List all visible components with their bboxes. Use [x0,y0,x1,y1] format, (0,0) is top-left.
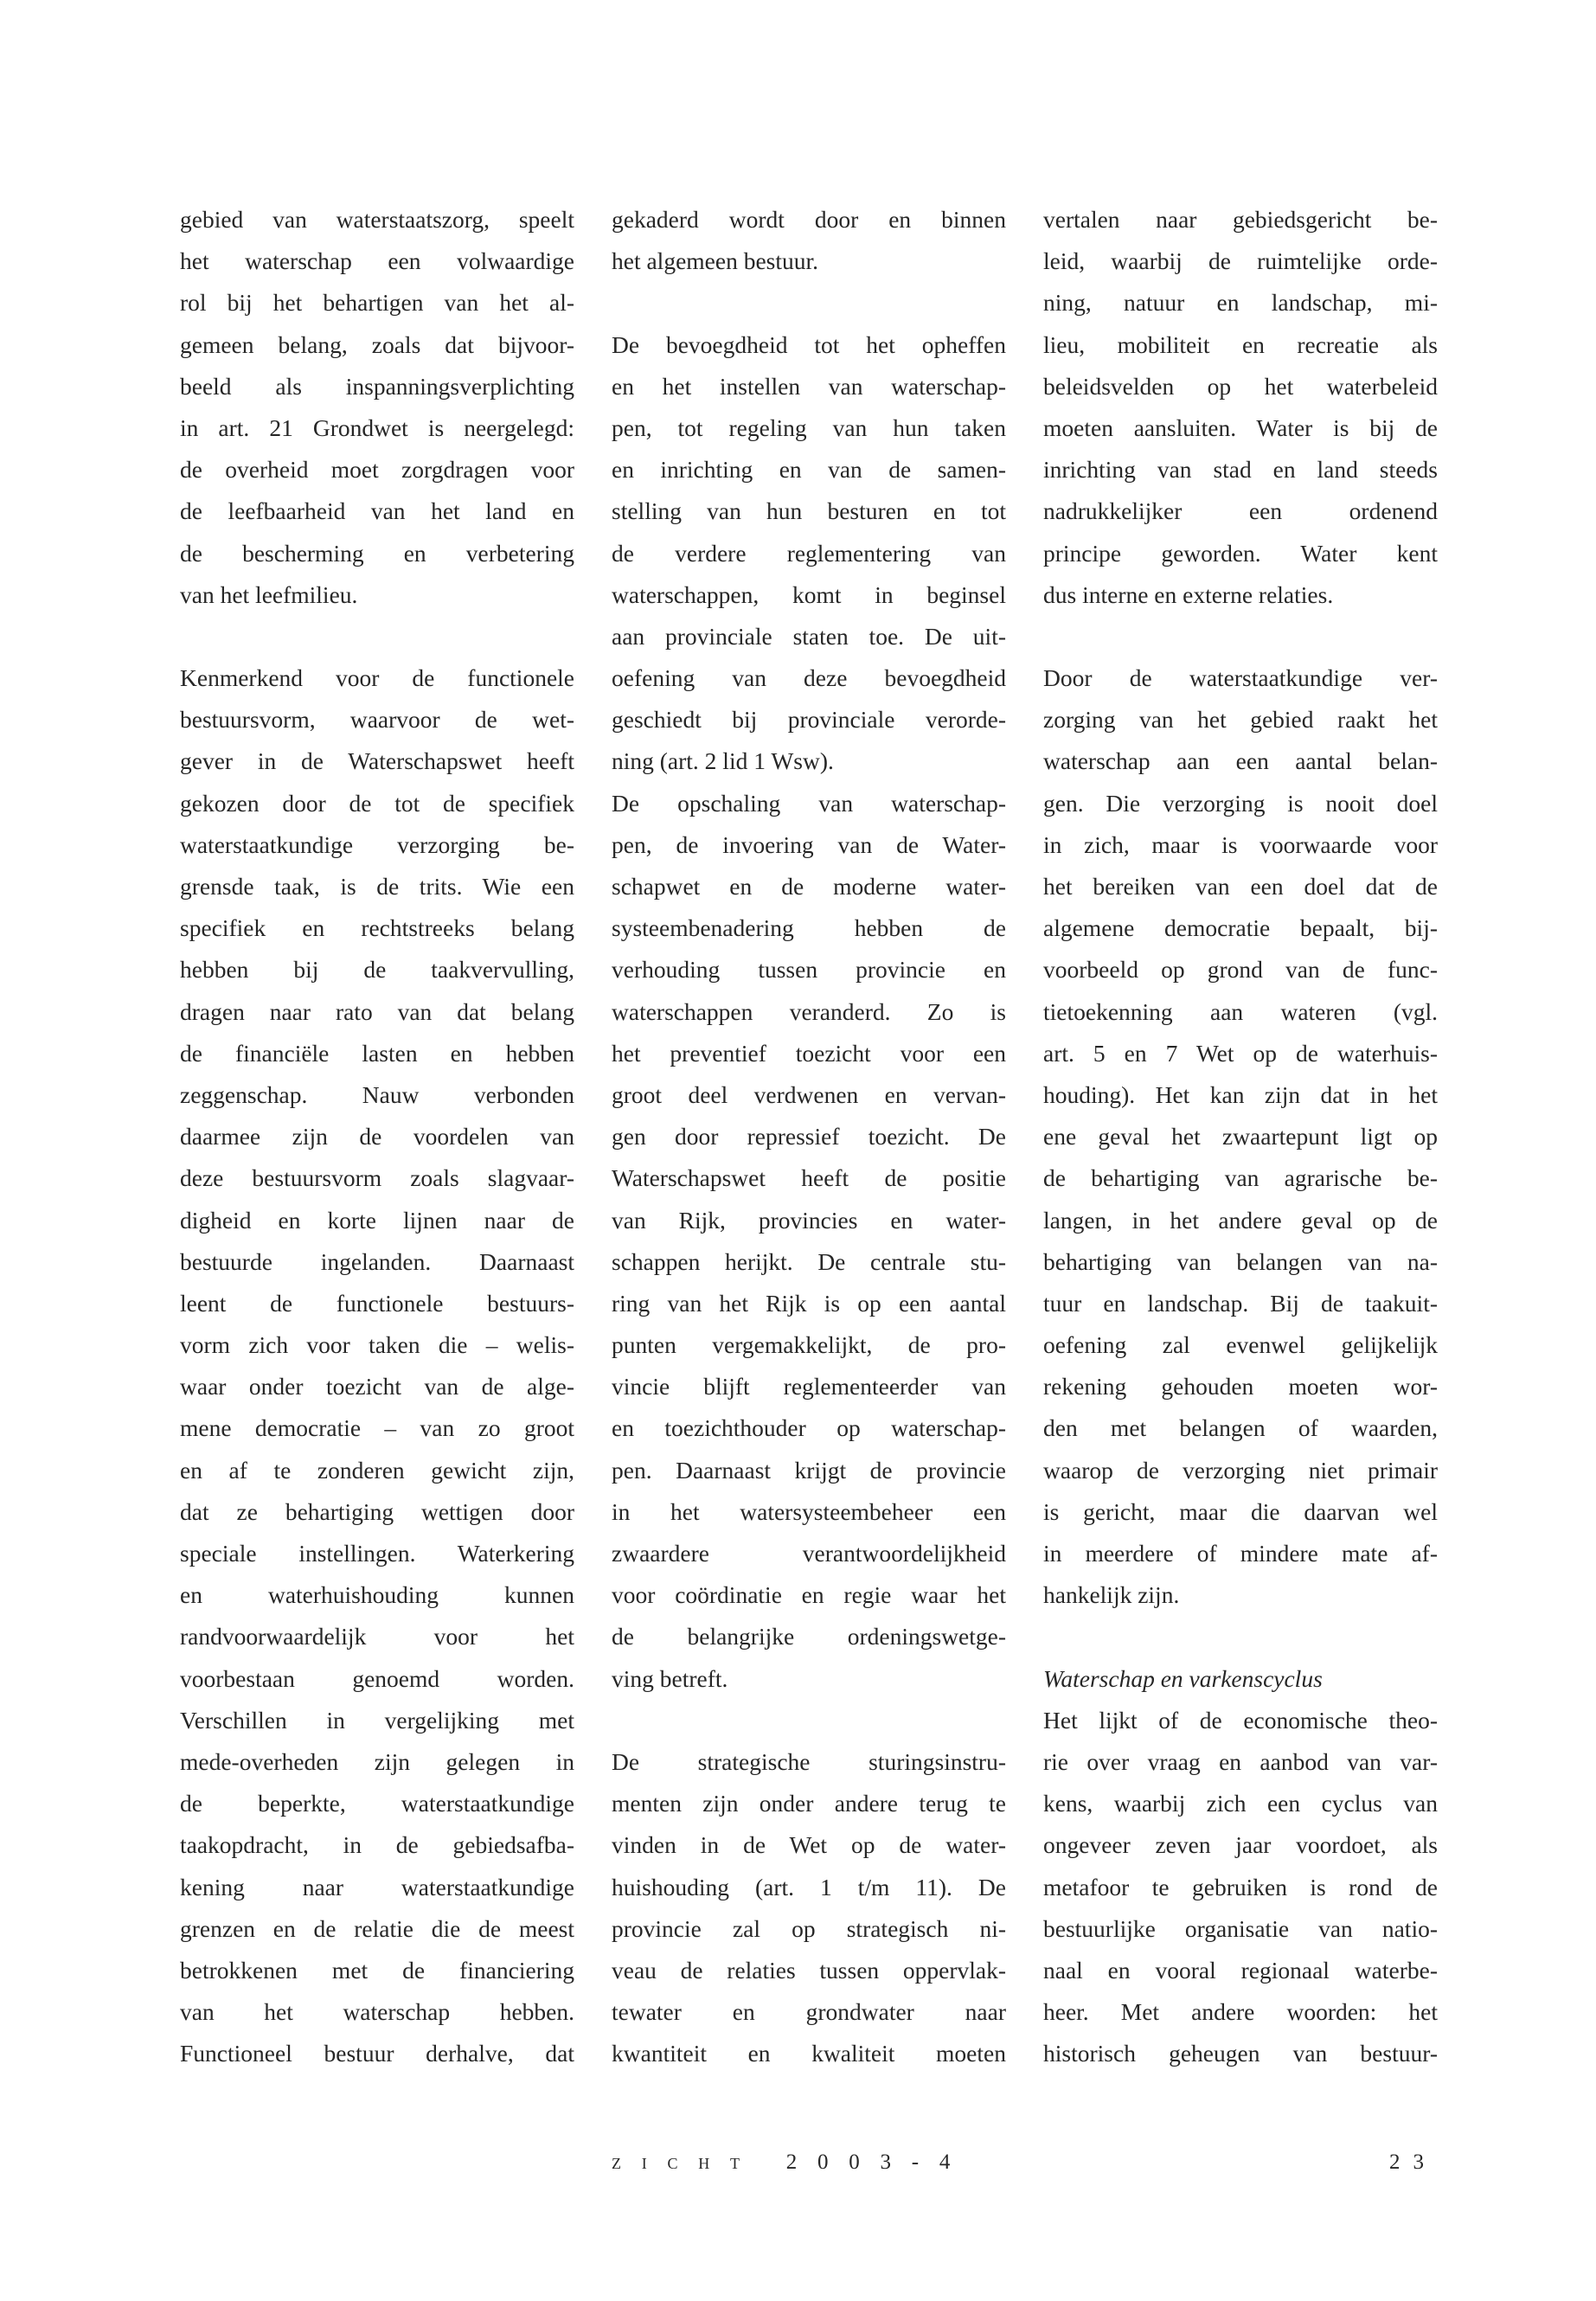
text-line: daarmee zijn de voordelen van [180,1123,574,1150]
text-line: houding). Het kan zijn dat in het [1043,1080,1438,1108]
text-line: ning, natuur en landschap, mi- [1043,289,1438,317]
text-line: gebied van waterstaatszorg, speelt [180,206,574,233]
text-line: tietoekenning aan wateren (vgl. [1043,997,1438,1025]
text-line: hankelijk zijn. [1043,1581,1180,1609]
text-line: naal en vooral regionaal waterbe- [1043,1956,1438,1984]
text-line: en af te zonderen gewicht zijn, [180,1456,574,1484]
text-line: menten zijn onder andere terug te [612,1790,1006,1817]
text-line: het algemeen bestuur. [612,247,819,275]
text-line: heer. Met andere woorden: het [1043,1998,1438,2026]
text-line: zorging van het gebied raakt het [1043,706,1438,734]
text-line: waterschappen, komt in beginsel [612,580,1006,608]
text-line: in art. 21 Grondwet is neergelegd: [180,413,574,441]
text-line: rol bij het behartigen van het al- [180,289,574,317]
text-line: gemeen belang, zoals dat bijvoor- [180,330,574,358]
text-line: in zich, maar is voorwaarde voor [1043,830,1438,858]
text-line: mene democratie – van zo groot [180,1414,574,1442]
text-line: de belangrijke ordeningswetge- [612,1623,1006,1650]
text-line: langen, in het andere geval op de [1043,1206,1438,1234]
section-heading: Waterschap en varkenscyclus [1043,1664,1323,1692]
text-line: ene geval het zwaartepunt ligt op [1043,1123,1438,1150]
text-line: provincie zal op strategisch ni- [612,1914,1006,1942]
text-line: ning (art. 2 lid 1 Wsw). [612,747,834,775]
text-line: De bevoegdheid tot het opheffen [612,330,1006,358]
text-line: van het leefmilieu. [180,580,358,608]
text-line: principe geworden. Water kent [1043,539,1438,567]
text-line: van Rijk, provincies en water- [612,1206,1006,1234]
text-line: Verschillen in vergelijking met [180,1706,574,1734]
paragraph [180,199,574,616]
text-line: tewater en grondwater naar [612,1998,1006,2026]
text-line: Kenmerkend voor de functionele [180,664,574,692]
journal-footer-title: zicht 2003-4 [612,2150,971,2174]
text-line: vorm zich voor taken die – welis- [180,1331,574,1359]
text-line: leent de functionele bestuurs- [180,1289,574,1317]
text-line: pen, de invoering van de Water- [612,830,1006,858]
text-line: vincie blijft reglementeerder van [612,1373,1006,1400]
text-line: is gericht, maar die daarvan wel [1043,1497,1438,1525]
text-line: geschiedt bij provinciale verorde- [612,706,1006,734]
text-line: de overheid moet zorgdragen voor [180,456,574,484]
text-line: pen, tot regeling van hun taken [612,413,1006,441]
paragraph [1043,657,1438,1616]
text-line: Waterschapswet heeft de positie [612,1164,1006,1192]
text-line: pen. Daarnaast krijgt de provincie [612,1456,1006,1484]
text-line: de bescherming en verbetering [180,539,574,567]
text-line: dus interne en externe relaties. [1043,580,1334,608]
text-line: mede-overheden zijn gelegen in [180,1747,574,1775]
text-line: en waterhuishouding kunnen [180,1581,574,1609]
text-line: gen. Die verzorging is nooit doel [1043,789,1438,817]
text-line: systeembenadering hebben de [612,914,1006,942]
text-line: gever in de Waterschapswet heeft [180,747,574,775]
text-line: ving betreft. [612,1664,728,1692]
text-line: behartiging van belangen van na- [1043,1247,1438,1275]
text-line: verhouding tussen provincie en [612,956,1006,984]
text-line: digheid en korte lijnen naar de [180,1206,574,1234]
text-line: kwantiteit en kwaliteit moeten [612,2040,1006,2067]
paragraph-gap [1043,616,1438,657]
text-line: huishouding (art. 1 t/m 11). De [612,1873,1006,1900]
text-line: Het lijkt of de economische theo- [1043,1706,1438,1734]
text-line: schappen herijkt. De centrale stu- [612,1247,1006,1275]
text-line: gekozen door de tot de specifiek [180,789,574,817]
text-line: het bereiken van een doel dat de [1043,873,1438,900]
text-line: in het watersysteembeheer een [612,1497,1006,1525]
text-line: ongeveer zeven jaar voordoet, als [1043,1831,1438,1859]
text-line: art. 5 en 7 Wet op de waterhuis- [1043,1039,1438,1067]
text-line: bestuurlijke organisatie van natio- [1043,1914,1438,1942]
text-line: Functioneel bestuur derhalve, dat [180,2040,574,2067]
text-line: en inrichting en van de samen- [612,456,1006,484]
text-line: den met belangen of waarden, [1043,1414,1438,1442]
paragraph [180,657,574,2074]
text-line: taakopdracht, in de gebiedsafba- [180,1831,574,1859]
text-line: inrichting van stad en land steeds [1043,456,1438,484]
text-line: Door de waterstaatkundige ver- [1043,664,1438,692]
paragraph [612,783,1006,1700]
text-line: waterstaatkundige verzorging be- [180,830,574,858]
text-line: grenzen en de relatie die de meest [180,1914,574,1942]
text-line: de beperkte, waterstaatkundige [180,1790,574,1817]
text-line: stelling van hun besturen en tot [612,497,1006,525]
text-line: de leefbaarheid van het land en [180,497,574,525]
text-line: bestuurde ingelanden. Daarnaast [180,1247,574,1275]
text-line: De strategische sturingsinstru- [612,1747,1006,1775]
text-line: lieu, mobiliteit en recreatie als [1043,330,1438,358]
text-line: oefening van deze bevoegdheid [612,664,1006,692]
text-line: betrokkenen met de financiering [180,1956,574,1984]
text-line: het waterschap een volwaardige [180,247,574,275]
paragraph-gap [612,282,1006,324]
text-line: waar onder toezicht van de alge- [180,1373,574,1400]
paragraph-gap [612,1700,1006,1741]
text-line: voorbestaan genoemd worden. [180,1664,574,1692]
text-line: ring van het Rijk is op een aantal [612,1289,1006,1317]
text-line: randvoorwaardelijk voor het [180,1623,574,1650]
text-line: speciale instellingen. Waterkering [180,1540,574,1567]
text-line: tuur en landschap. Bij de taakuit- [1043,1289,1438,1317]
paragraph [1043,199,1438,616]
text-line: rie over vraag en aanbod van var- [1043,1747,1438,1775]
text-column-1 [180,199,574,2074]
text-line: aan provinciale staten toe. De uit- [612,622,1006,650]
paragraph [1043,1700,1438,2075]
text-line: nadrukkelijker een ordenend [1043,497,1438,525]
text-line: waarop de verzorging niet primair [1043,1456,1438,1484]
text-line: hebben bij de taakvervulling, [180,956,574,984]
text-line: de financiële lasten en hebben [180,1039,574,1067]
paragraph-gap [180,616,574,657]
text-line: de verdere reglementering van [612,539,1006,567]
paragraph-gap [1043,1616,1438,1657]
text-line: leid, waarbij de ruimtelijke orde- [1043,247,1438,275]
text-line: moeten aansluiten. Water is bij de [1043,413,1438,441]
text-line: beeld als inspanningsverplichting [180,372,574,400]
text-line: punten vergemakkelijkt, de pro- [612,1331,1006,1359]
text-line: voor coördinatie en regie waar het [612,1581,1006,1609]
text-line: oefening zal evenwel gelijkelijk [1043,1331,1438,1359]
text-line: voorbeeld op grond van de func- [1043,956,1438,984]
text-column-2 [612,199,1006,2074]
text-line: dragen naar rato van dat belang [180,997,574,1025]
text-line: kening naar waterstaatkundige [180,1873,574,1900]
text-line: vertalen naar gebiedsgericht be- [1043,206,1438,233]
text-line: dat ze behartiging wettigen door [180,1497,574,1525]
text-line: het preventief toezicht voor een [612,1039,1006,1067]
text-line: kens, waarbij zich een cyclus van [1043,1790,1438,1817]
text-line: zwaardere verantwoordelijkheid [612,1540,1006,1567]
text-line: veau de relaties tussen oppervlak- [612,1956,1006,1984]
text-line: en toezichthouder op waterschap- [612,1414,1006,1442]
text-line: algemene democratie bepaalt, bij- [1043,914,1438,942]
text-line: historisch geheugen van bestuur- [1043,2040,1438,2067]
text-line: groot deel verdwenen en vervan- [612,1080,1006,1108]
paragraph [612,324,1006,783]
paragraph [612,1741,1006,2075]
text-line: gekaderd wordt door en binnen [612,206,1006,233]
text-line: gen door repressief toezicht. De [612,1123,1006,1150]
text-line: deze bestuursvorm zoals slagvaar- [180,1164,574,1192]
text-column-3 [1043,199,1438,2074]
text-line: beleidsvelden op het waterbeleid [1043,372,1438,400]
text-line: schapwet en de moderne water- [612,873,1006,900]
text-line: metafoor te gebruiken is rond de [1043,1873,1438,1900]
text-line: in meerdere of mindere mate af- [1043,1540,1438,1567]
text-line: en het instellen van waterschap- [612,372,1006,400]
text-line: zeggenschap. Nauw verbonden [180,1080,574,1108]
text-line: de behartiging van agrarische be- [1043,1164,1438,1192]
text-line: van het waterschap hebben. [180,1998,574,2026]
paragraph [612,199,1006,282]
text-line: De opschaling van waterschap- [612,789,1006,817]
text-line: grensde taak, is de trits. Wie een [180,873,574,900]
text-line: waterschappen veranderd. Zo is [612,997,1006,1025]
text-line: rekening gehouden moeten wor- [1043,1373,1438,1400]
text-line: vinden in de Wet op de water- [612,1831,1006,1859]
page-number: 23 [1389,2150,1437,2174]
text-line: bestuursvorm, waarvoor de wet- [180,706,574,734]
text-line: specifiek en rechtstreeks belang [180,914,574,942]
text-line: waterschap aan een aantal belan- [1043,747,1438,775]
